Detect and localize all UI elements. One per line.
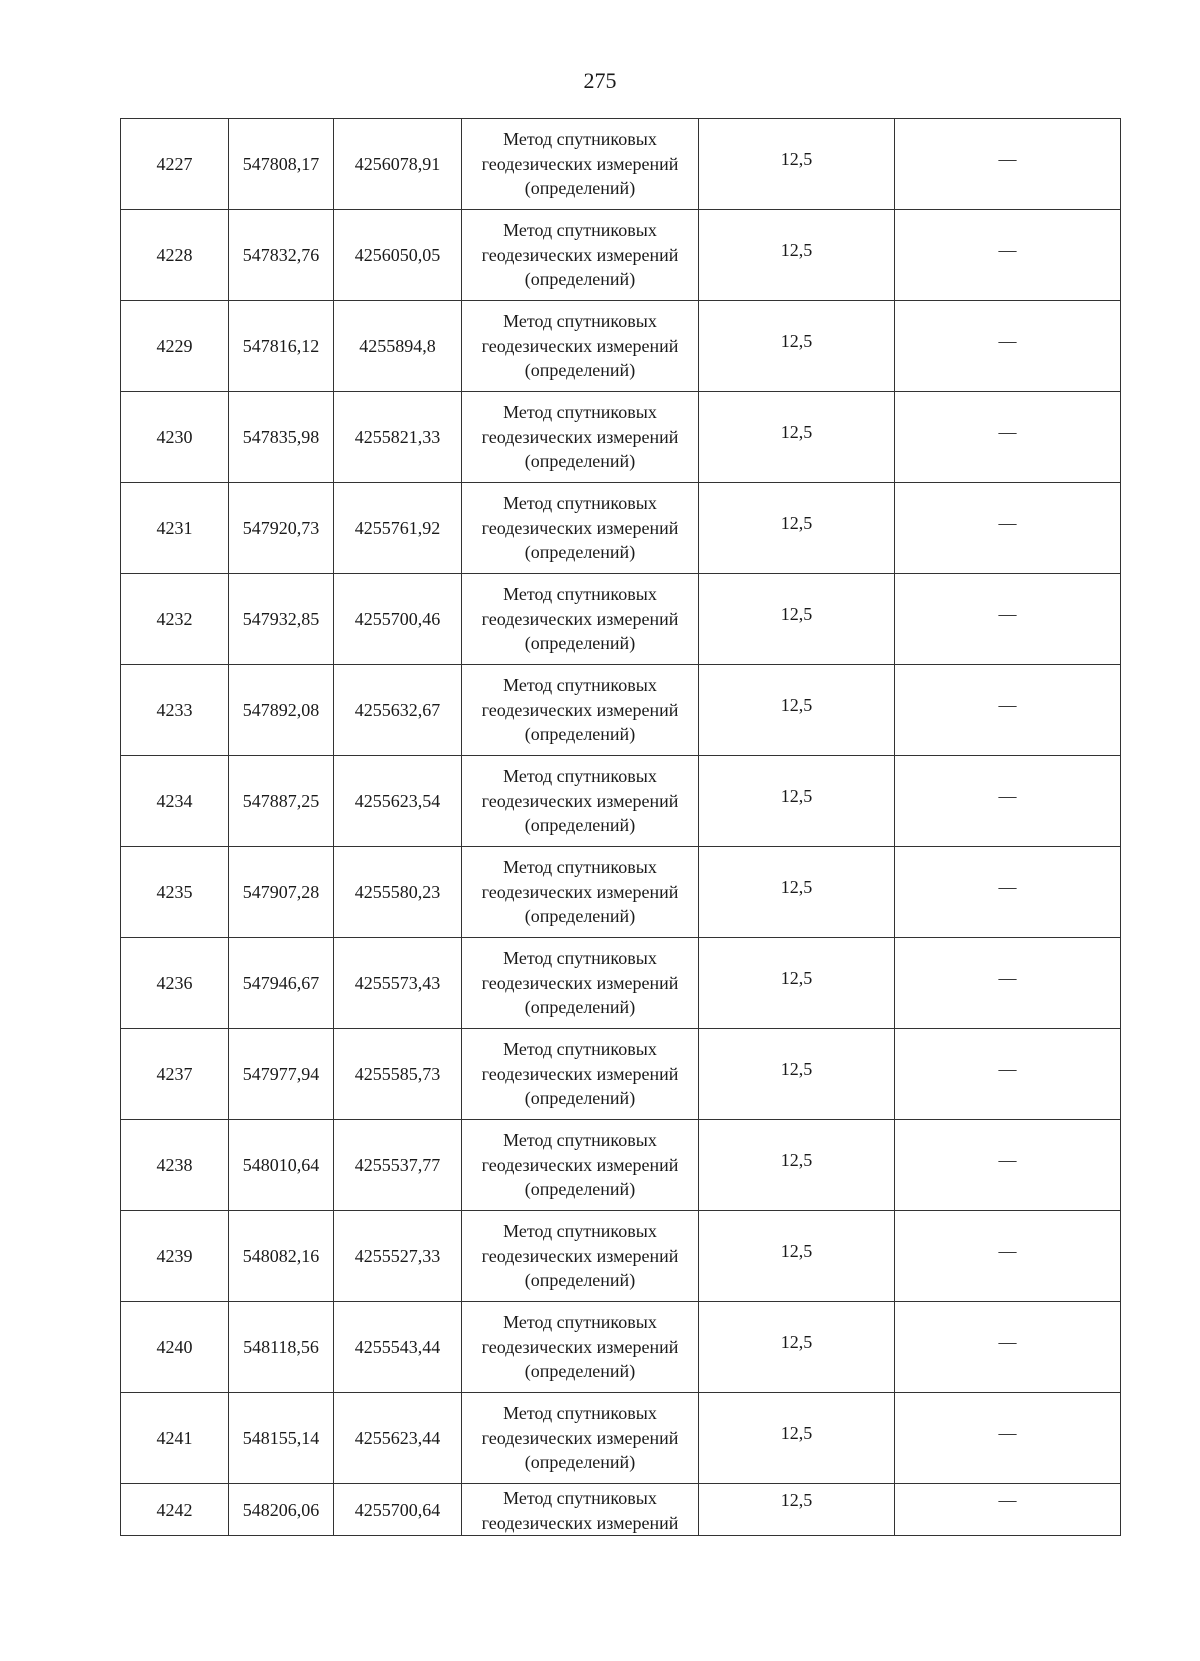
table-row: [121, 938, 1121, 1029]
accuracy-cell: 12,5: [699, 847, 895, 938]
y-coordinate-cell: 4255632,67: [334, 665, 462, 756]
method-line: (определений): [524, 1270, 636, 1291]
method-cell: [462, 210, 699, 301]
table-row: [121, 1484, 1121, 1536]
table-row: [121, 574, 1121, 665]
table-row: [121, 1120, 1121, 1211]
method-cell: [462, 483, 699, 574]
accuracy-cell: 12,5: [699, 938, 895, 1029]
method-line: геодезических измерений: [481, 517, 679, 538]
method-line: геодезических измерений: [481, 153, 679, 174]
method-line: (определений): [524, 815, 636, 836]
point-number-cell: 4238: [121, 1120, 229, 1211]
dash-cell: —: [895, 1211, 1121, 1302]
accuracy-cell: 12,5: [699, 1029, 895, 1120]
method-cell: [462, 1120, 699, 1211]
table-row: [121, 483, 1121, 574]
method-line: геодезических измерений: [481, 608, 679, 629]
point-number-cell: 4227: [121, 119, 229, 210]
method-cell: [462, 847, 699, 938]
dash-cell: —: [895, 756, 1121, 847]
x-coordinate-cell: 547920,73: [229, 483, 334, 574]
method-line: геодезических измерений: [481, 426, 679, 447]
coordinates-table: [120, 118, 1121, 1536]
point-number-cell: 4242: [121, 1484, 229, 1536]
method-line: геодезических измерений: [481, 244, 679, 265]
table-row: [121, 210, 1121, 301]
method-line: геодезических измерений: [481, 1336, 679, 1357]
point-number-cell: 4231: [121, 483, 229, 574]
method-cell: [462, 301, 699, 392]
table-row: [121, 847, 1121, 938]
table-row: [121, 1211, 1121, 1302]
method-line: геодезических измерений: [481, 335, 679, 356]
accuracy-cell: 12,5: [699, 483, 895, 574]
y-coordinate-cell: 4255894,8: [334, 301, 462, 392]
method-line: Метод спутниковых: [503, 1130, 657, 1151]
y-coordinate-cell: 4255821,33: [334, 392, 462, 483]
point-number-cell: 4229: [121, 301, 229, 392]
y-coordinate-cell: 4255623,54: [334, 756, 462, 847]
method-line: геодезических измерений: [481, 972, 679, 993]
method-line: (определений): [524, 269, 636, 290]
method-cell: [462, 119, 699, 210]
method-line: (определений): [524, 1452, 636, 1473]
method-line: Метод спутниковых: [503, 948, 657, 969]
y-coordinate-cell: 4255623,44: [334, 1393, 462, 1484]
x-coordinate-cell: 547946,67: [229, 938, 334, 1029]
dash-cell: —: [895, 1302, 1121, 1393]
dash-cell: —: [895, 483, 1121, 574]
method-line: Метод спутниковых: [503, 1312, 657, 1333]
x-coordinate-cell: 548206,06: [229, 1484, 334, 1536]
method-line: геодезических измерений: [481, 1512, 679, 1533]
point-number-cell: 4240: [121, 1302, 229, 1393]
method-line: Метод спутниковых: [503, 1221, 657, 1242]
method-line: геодезических измерений: [481, 1154, 679, 1175]
method-cell: [462, 1211, 699, 1302]
method-line: (определений): [524, 1088, 636, 1109]
dash-cell: —: [895, 1393, 1121, 1484]
point-number-cell: 4235: [121, 847, 229, 938]
y-coordinate-cell: 4256078,91: [334, 119, 462, 210]
x-coordinate-cell: 547892,08: [229, 665, 334, 756]
x-coordinate-cell: 547808,17: [229, 119, 334, 210]
method-line: Метод спутниковых: [503, 1488, 657, 1508]
method-line: (определений): [524, 542, 636, 563]
dash-cell: —: [895, 1120, 1121, 1211]
accuracy-cell: 12,5: [699, 1484, 895, 1536]
method-line: (определений): [524, 997, 636, 1018]
dash-cell: —: [895, 392, 1121, 483]
table-row: [121, 665, 1121, 756]
point-number-cell: 4234: [121, 756, 229, 847]
method-line: геодезических измерений: [481, 1427, 679, 1448]
point-number-cell: 4228: [121, 210, 229, 301]
method-cell: [462, 1393, 699, 1484]
x-coordinate-cell: 547816,12: [229, 301, 334, 392]
method-line: Метод спутниковых: [503, 311, 657, 332]
x-coordinate-cell: 547907,28: [229, 847, 334, 938]
method-line: Метод спутниковых: [503, 766, 657, 787]
x-coordinate-cell: 547832,76: [229, 210, 334, 301]
method-line: геодезических измерений: [481, 1245, 679, 1266]
method-line: (определений): [524, 178, 636, 199]
table-row: [121, 1302, 1121, 1393]
method-line: Метод спутниковых: [503, 1039, 657, 1060]
dash-cell: —: [895, 847, 1121, 938]
method-line: (определений): [524, 724, 636, 745]
accuracy-cell: 12,5: [699, 392, 895, 483]
table-row: [121, 1393, 1121, 1484]
method-line: Метод спутниковых: [503, 493, 657, 514]
accuracy-cell: 12,5: [699, 1302, 895, 1393]
y-coordinate-cell: 4256050,05: [334, 210, 462, 301]
method-line: (определений): [524, 360, 636, 381]
table-row: [121, 1029, 1121, 1120]
method-line: Метод спутниковых: [503, 675, 657, 696]
y-coordinate-cell: 4255700,64: [334, 1484, 462, 1536]
method-line: (определений): [524, 451, 636, 472]
table-row: [121, 756, 1121, 847]
y-coordinate-cell: 4255527,33: [334, 1211, 462, 1302]
method-cell: [462, 574, 699, 665]
x-coordinate-cell: 547977,94: [229, 1029, 334, 1120]
method-line: (определений): [524, 633, 636, 654]
accuracy-cell: 12,5: [699, 210, 895, 301]
method-line: Метод спутниковых: [503, 129, 657, 150]
point-number-cell: 4241: [121, 1393, 229, 1484]
y-coordinate-cell: 4255761,92: [334, 483, 462, 574]
y-coordinate-cell: 4255537,77: [334, 1120, 462, 1211]
method-cell: [462, 392, 699, 483]
y-coordinate-cell: 4255573,43: [334, 938, 462, 1029]
method-line: (определений): [524, 906, 636, 927]
accuracy-cell: 12,5: [699, 1120, 895, 1211]
method-cell: [462, 665, 699, 756]
method-line: (определений): [524, 1179, 636, 1200]
dash-cell: —: [895, 210, 1121, 301]
accuracy-cell: 12,5: [699, 665, 895, 756]
dash-cell: —: [895, 665, 1121, 756]
method-line: Метод спутниковых: [503, 584, 657, 605]
accuracy-cell: 12,5: [699, 756, 895, 847]
y-coordinate-cell: 4255585,73: [334, 1029, 462, 1120]
table-row: [121, 119, 1121, 210]
y-coordinate-cell: 4255580,23: [334, 847, 462, 938]
method-cell: [462, 1484, 699, 1536]
accuracy-cell: 12,5: [699, 301, 895, 392]
point-number-cell: 4232: [121, 574, 229, 665]
x-coordinate-cell: 547887,25: [229, 756, 334, 847]
table-body: [121, 119, 1121, 1536]
table-row: [121, 301, 1121, 392]
method-line: (определений): [524, 1361, 636, 1382]
method-line: геодезических измерений: [481, 881, 679, 902]
table-row: [121, 392, 1121, 483]
method-cell: [462, 1029, 699, 1120]
method-line: Метод спутниковых: [503, 857, 657, 878]
accuracy-cell: 12,5: [699, 119, 895, 210]
method-line: Метод спутниковых: [503, 402, 657, 423]
method-line: геодезических измерений: [481, 699, 679, 720]
x-coordinate-cell: 548118,56: [229, 1302, 334, 1393]
page-number: 275: [583, 68, 617, 93]
point-number-cell: 4237: [121, 1029, 229, 1120]
x-coordinate-cell: 548082,16: [229, 1211, 334, 1302]
accuracy-cell: 12,5: [699, 1211, 895, 1302]
x-coordinate-cell: 548155,14: [229, 1393, 334, 1484]
point-number-cell: 4239: [121, 1211, 229, 1302]
dash-cell: —: [895, 574, 1121, 665]
method-line: геодезических измерений: [481, 790, 679, 811]
accuracy-cell: 12,5: [699, 1393, 895, 1484]
point-number-cell: 4233: [121, 665, 229, 756]
method-line: Метод спутниковых: [503, 220, 657, 241]
dash-cell: —: [895, 938, 1121, 1029]
y-coordinate-cell: 4255543,44: [334, 1302, 462, 1393]
method-line: геодезических измерений: [481, 1063, 679, 1084]
method-line: Метод спутниковых: [503, 1403, 657, 1424]
dash-cell: —: [895, 301, 1121, 392]
accuracy-cell: 12,5: [699, 574, 895, 665]
method-cell: [462, 938, 699, 1029]
x-coordinate-cell: 548010,64: [229, 1120, 334, 1211]
x-coordinate-cell: 547932,85: [229, 574, 334, 665]
dash-cell: —: [895, 1484, 1121, 1536]
method-cell: [462, 756, 699, 847]
point-number-cell: 4236: [121, 938, 229, 1029]
method-cell: [462, 1302, 699, 1393]
dash-cell: —: [895, 119, 1121, 210]
dash-cell: —: [895, 1029, 1121, 1120]
point-number-cell: 4230: [121, 392, 229, 483]
y-coordinate-cell: 4255700,46: [334, 574, 462, 665]
x-coordinate-cell: 547835,98: [229, 392, 334, 483]
